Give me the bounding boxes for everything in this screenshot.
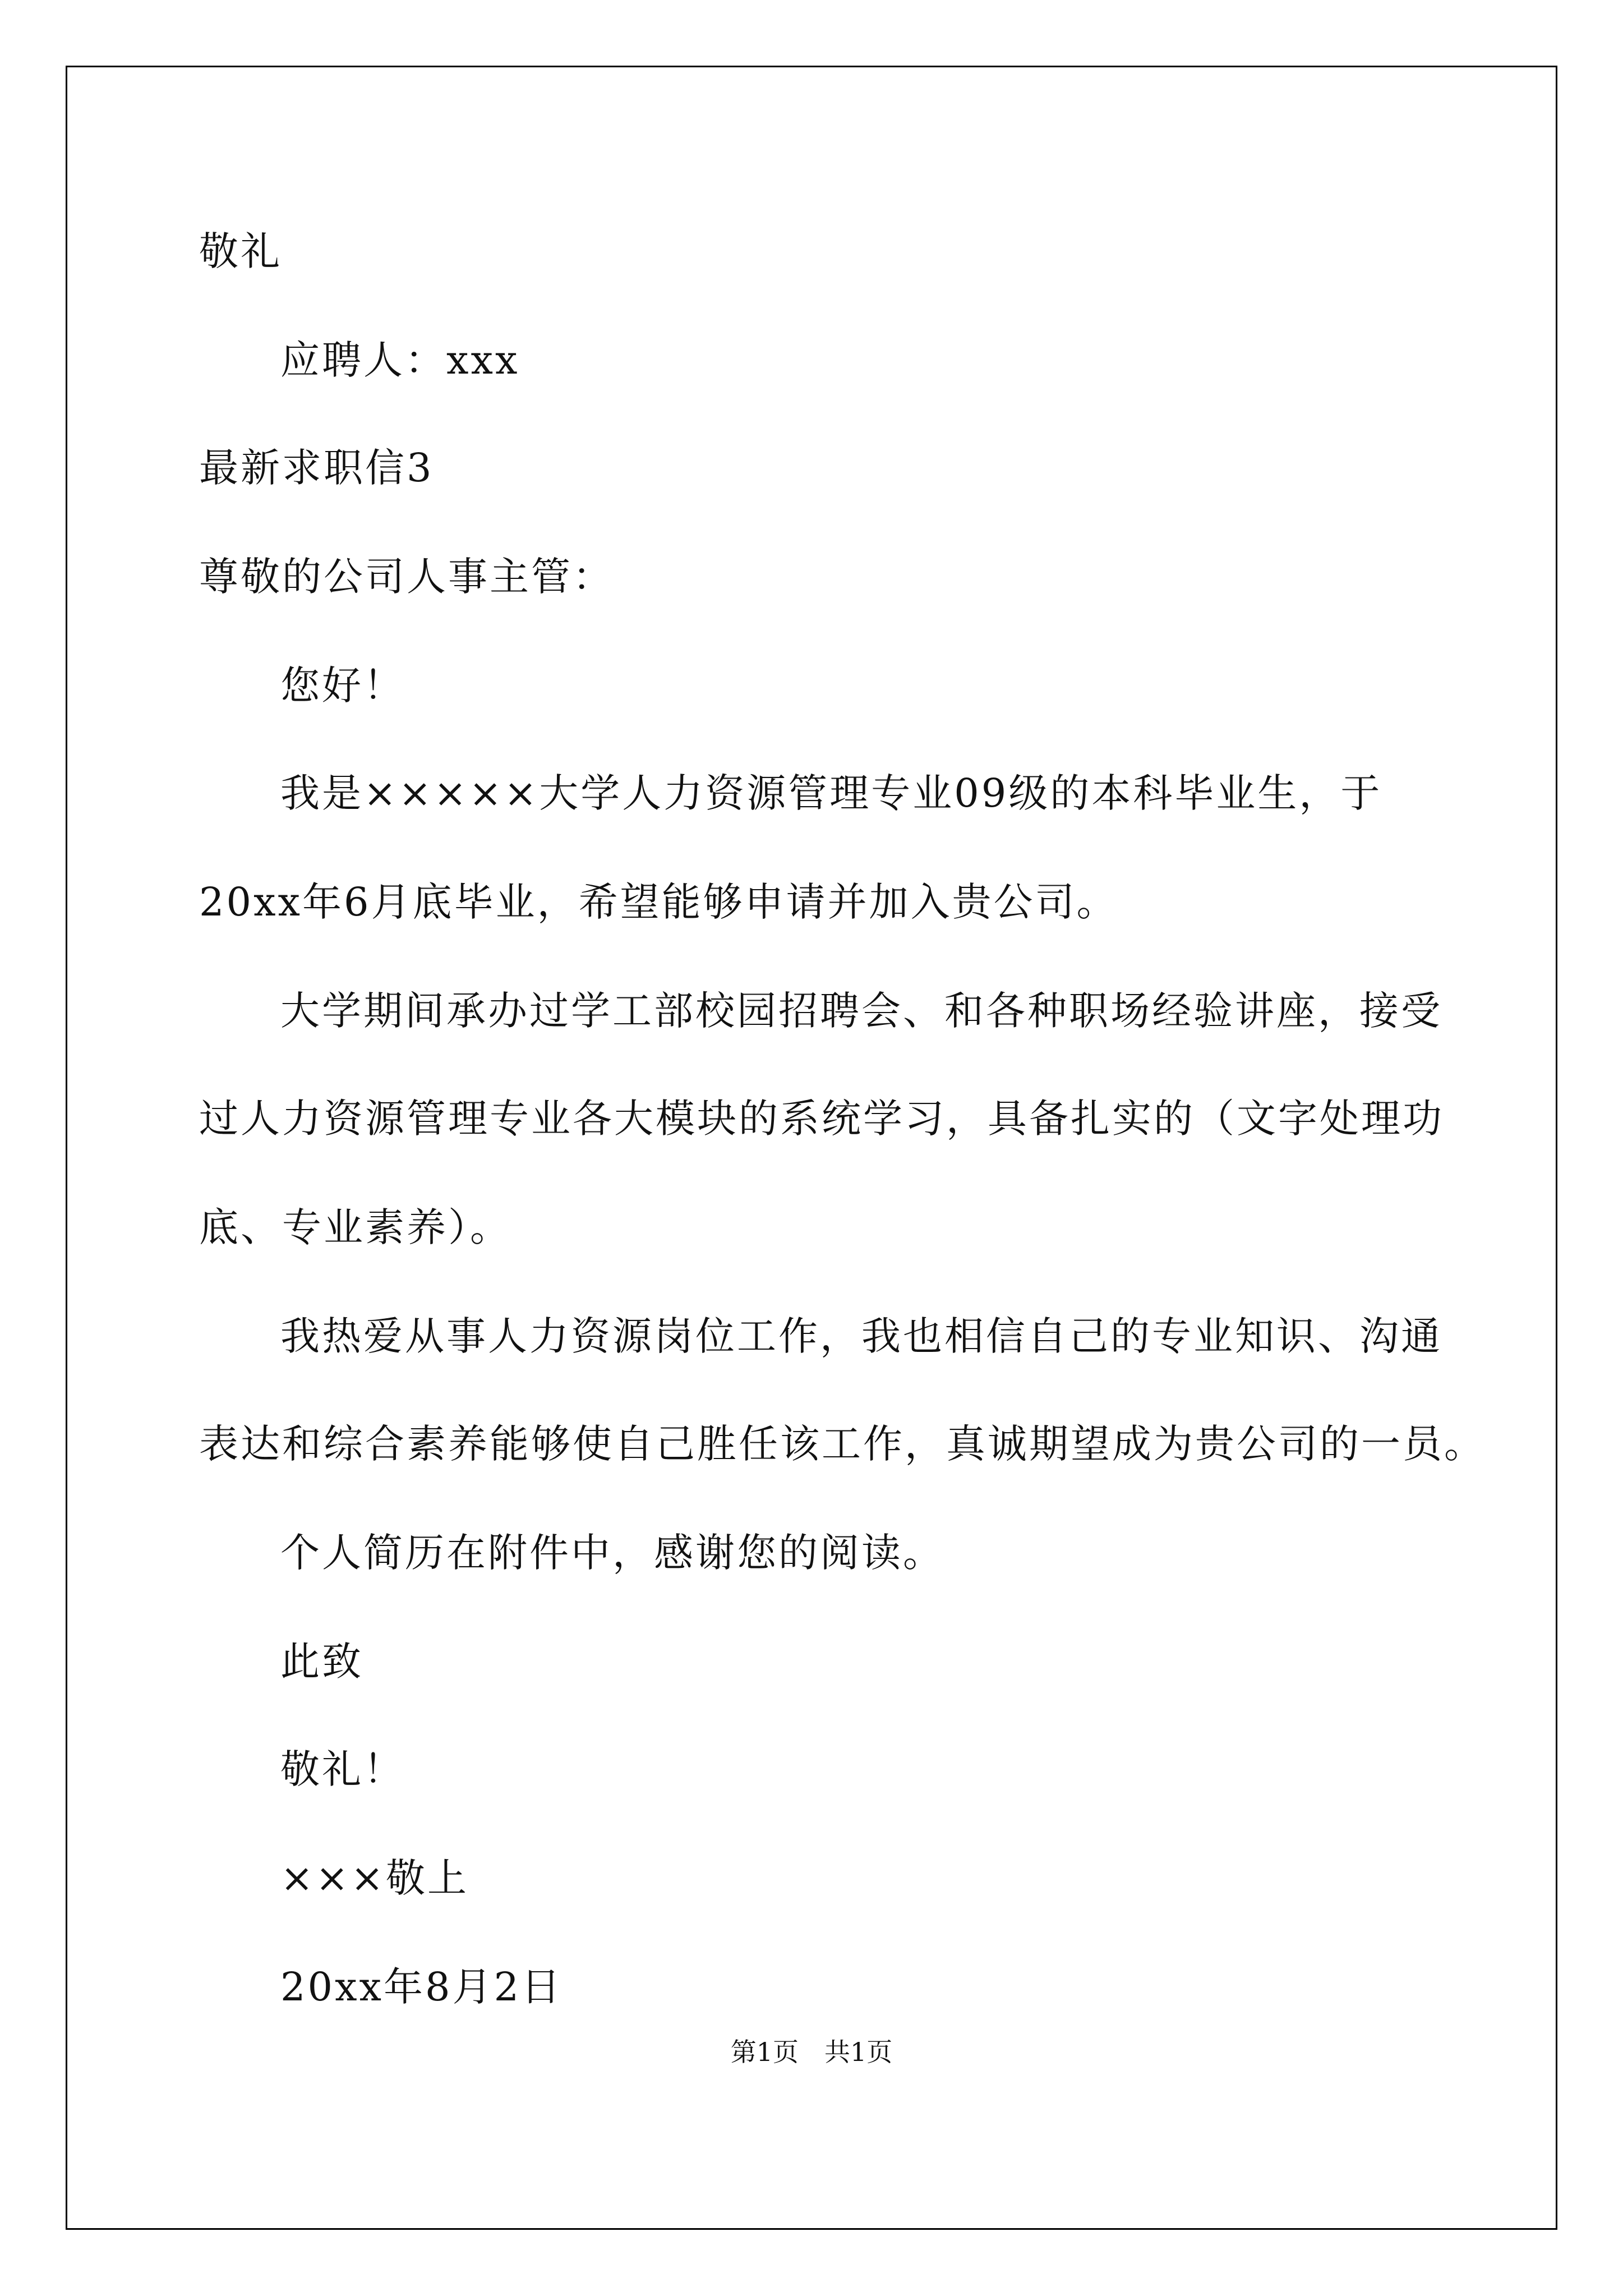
- page-footer: 第1页 共1页: [730, 2037, 893, 2067]
- greeting-hello: 您好！: [280, 662, 405, 708]
- paragraph-resume-note: 个人简历在附件中，感谢您的阅读。: [280, 1530, 944, 1576]
- paragraph-intro-line-1: 我是×××××大学人力资源管理专业09级的本科毕业生，于: [280, 770, 1382, 816]
- signature-date: 20xx年8月2日: [280, 1964, 563, 2010]
- paragraph-experience-line-2: 过人力资源管理专业各大模块的系统学习，具备扎实的（文字处理功: [199, 1096, 1444, 1142]
- page-border: [66, 66, 1557, 2230]
- paragraph-motivation-line-2: 表达和综合素养能够使自己胜任该工作，真诚期望成为贵公司的一员。: [199, 1421, 1486, 1467]
- closing-jing-li: 敬礼！: [280, 1746, 405, 1792]
- paragraph-experience-line-1: 大学期间承办过学工部校园招聘会、和各种职场经验讲座，接受: [280, 988, 1442, 1034]
- paragraph-motivation-line-1: 我热爱从事人力资源岗位工作，我也相信自己的专业知识、沟通: [280, 1313, 1442, 1359]
- closing-ci-zhi: 此致: [280, 1639, 363, 1685]
- applicant-signature: 应聘人：xxx: [280, 337, 520, 383]
- greeting-recipient: 尊敬的公司人事主管：: [199, 554, 614, 600]
- paragraph-experience-line-3: 底、专业素养）。: [199, 1204, 511, 1250]
- paragraph-intro-line-2: 20xx年6月底毕业，希望能够申请并加入贵公司。: [199, 879, 1118, 925]
- section-title: 最新求职信3: [199, 445, 434, 491]
- closing-salutation-previous: 敬礼: [199, 228, 282, 274]
- signature: ×××敬上: [280, 1855, 469, 1901]
